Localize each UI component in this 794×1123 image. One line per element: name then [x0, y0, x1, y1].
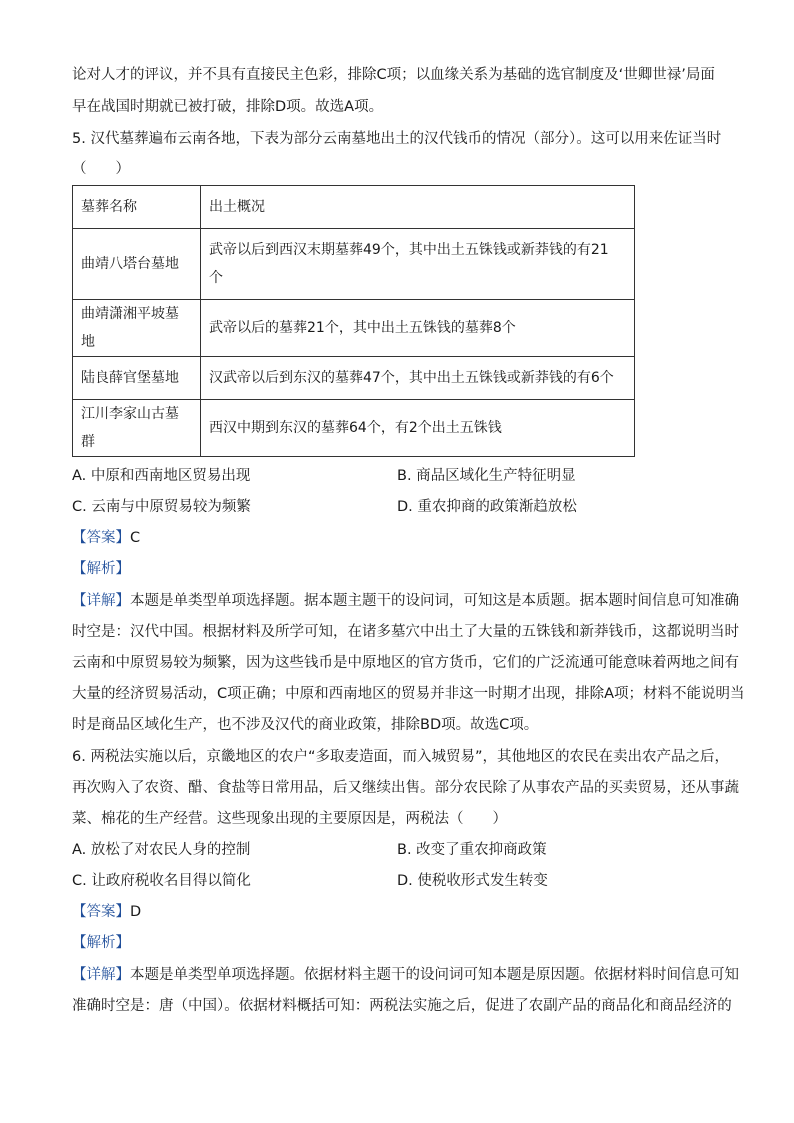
detail-label: 【详解】 — [72, 593, 130, 609]
table-cell-finds: 汉武帝以后到东汉的墓葬47个，其中出土五铢钱或新莽钱的有6个 — [201, 357, 635, 400]
detail-text: 本题是单类型单项选择题。依据材料主题干的设问词可知本题是原因题。依据材料时间信息可知 — [130, 967, 739, 983]
q6-detail-line-2: 准确时空是：唐（中国）。依据材料概括可知：两税法实施之后，促进了农副产品的商品化和商品经济的 — [72, 998, 732, 1014]
answer-value: C — [130, 530, 141, 546]
table-cell-finds: 武帝以后的墓葬21个，其中出土五铢钱的墓葬8个 — [201, 300, 635, 357]
q5-answer — [72, 528, 140, 548]
table-header-cell: 墓葬名称 — [73, 186, 201, 229]
q5-option-c: C. 云南与中原贸易较为频繁 — [72, 499, 251, 515]
table-row — [73, 357, 635, 400]
q6-stem-line-1: 6. 两税法实施以后，京畿地区的农户“多取麦造面，而入城贸易”，其他地区的农民在卖出农产品之后， — [72, 749, 729, 765]
q6-analysis-label — [72, 933, 130, 953]
q6-option-a: A. 放松了对农民人身的控制 — [72, 842, 251, 858]
table-cell-tomb: 曲靖八塔台墓地 — [73, 229, 201, 300]
q5-option-b: B. 商品区域化生产特征明显 — [397, 468, 576, 484]
analysis-label: 【解析】 — [72, 561, 130, 577]
q6-detail-line-1 — [72, 965, 739, 985]
table-cell-tomb: 陆良薛官堡墓地 — [73, 357, 201, 400]
q6-option-c: C. 让政府税收名目得以简化 — [72, 873, 251, 889]
q5-detail-line-4: 大量的经济贸易活动，C项正确；中原和西南地区的贸易并非这一时期才出现，排除A项；材料不能说明当 — [72, 686, 745, 702]
table-row — [73, 400, 635, 457]
answer-label: 【答案】 — [72, 530, 130, 546]
table-cell-tomb: 曲靖潇湘平坡墓地 — [73, 300, 201, 357]
q5-option-a: A. 中原和西南地区贸易出现 — [72, 468, 251, 484]
table-cell-finds — [201, 229, 635, 300]
prev-analysis-line-1: 论对人才的评议，并不具有直接民主色彩，排除C项；以血缘关系为基础的选官制度及‘世卿世禄’局面 — [72, 67, 715, 83]
detail-text: 本题是单类型单项选择题。据本题主题干的设问词，可知这是本质题。据本题时间信息可知准确 — [130, 593, 739, 609]
q5-detail-line-5: 时是商品区域化生产，也不涉及汉代的商业政策，排除BD项。故选C项。 — [72, 717, 539, 733]
q5-detail-line-2: 时空是：汉代中国。根据材料及所学可知，在诸多墓穴中出土了大量的五铢钱和新莽钱币，这都说明当时 — [72, 624, 739, 640]
q6-option-b: B. 改变了重农抑商政策 — [397, 842, 547, 858]
q6-option-d: D. 使税收形式发生转变 — [397, 873, 548, 889]
q6-answer — [72, 902, 141, 922]
q5-option-d: D. 重农抑商的政策渐趋放松 — [397, 499, 577, 515]
table-header-row — [73, 186, 635, 229]
q6-stem-line-3: 菜、棉花的生产经营。这些现象出现的主要原因是，两税法（ ） — [72, 811, 507, 827]
q5-stem-line-2: （ ） — [72, 161, 130, 177]
q5-detail-line-3: 云南和中原贸易较为频繁，因为这些钱币是中原地区的官方货币，它们的广泛流通可能意味着两地之间有 — [72, 655, 739, 671]
answer-value: D — [130, 904, 142, 920]
answer-label: 【答案】 — [72, 904, 130, 920]
table-cell-finds: 西汉中期到东汉的墓葬64个，有2个出土五铢钱 — [201, 400, 635, 457]
analysis-label: 【解析】 — [72, 935, 130, 951]
q5-table — [72, 185, 635, 457]
q5-detail-line-1 — [72, 591, 739, 611]
table-header-cell: 出土概况 — [201, 186, 635, 229]
detail-label: 【详解】 — [72, 967, 130, 983]
q6-stem-line-2: 再次购入了农资、醋、食盐等日常用品，后又继续出售。部分农民除了从事农产品的买卖贸易，还从事蔬 — [72, 780, 739, 796]
table-row — [73, 300, 635, 357]
q5-analysis-label — [72, 559, 130, 579]
table-cell-tomb: 江川李家山古墓群 — [73, 400, 201, 457]
prev-analysis-line-2: 早在战国时期就已被打破，排除D项。故选A项。 — [72, 99, 384, 115]
table-row — [73, 229, 635, 300]
q5-stem-line-1: 5. 汉代墓葬遍布云南各地，下表为部分云南墓地出土的汉代钱币的情况（部分）。这可以用来佐证当时 — [72, 131, 722, 147]
table-cell-text: 武帝以后到西汉末期墓葬49个，其中出土五铢钱或新莽钱的有21个 — [209, 242, 609, 286]
